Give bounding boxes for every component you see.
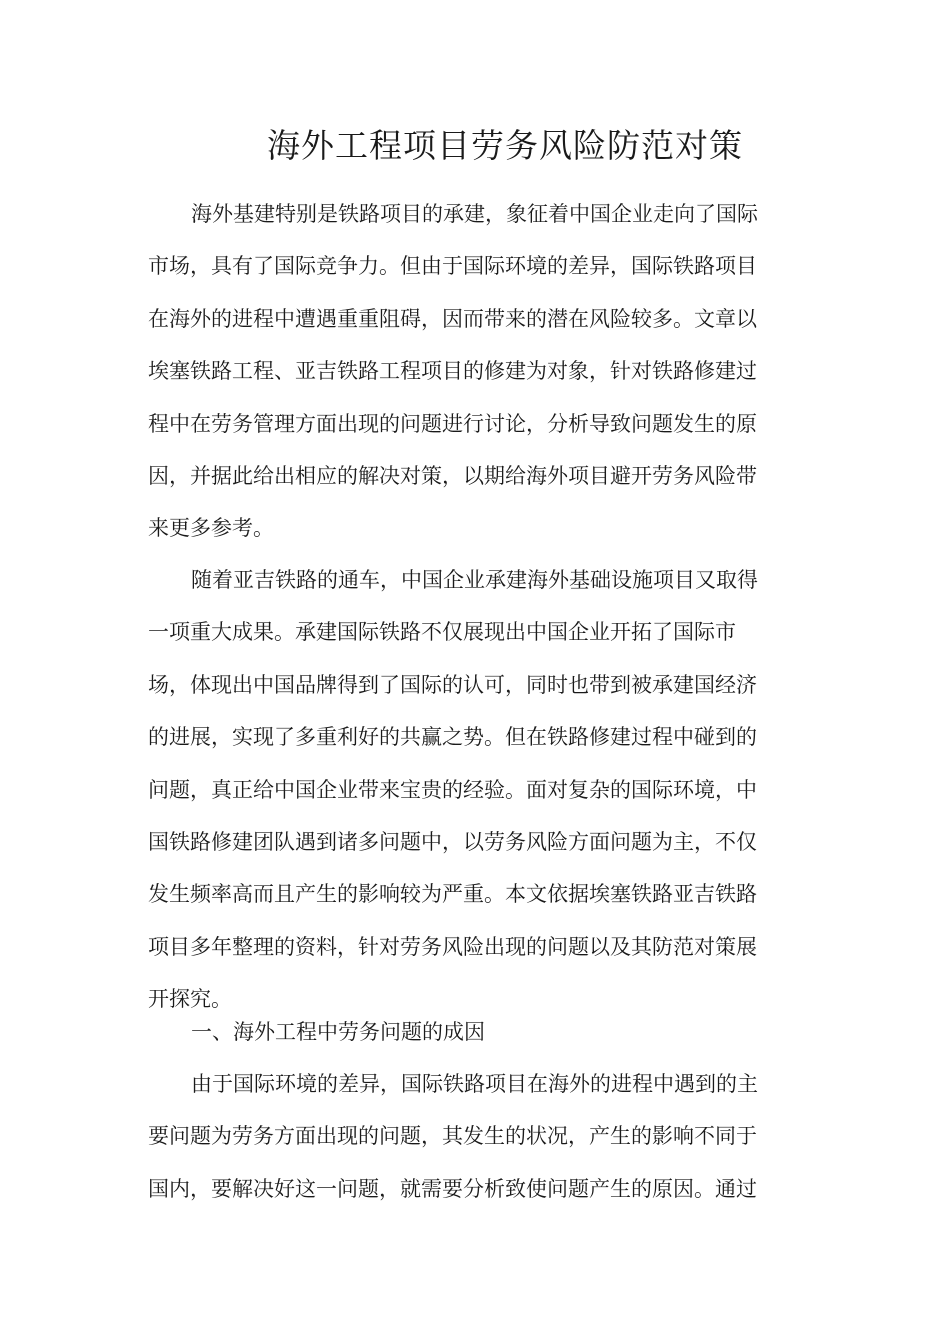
- section-heading-text: 一、海外工程中劳务问题的成因: [191, 1020, 485, 1044]
- text-line: 市场，具有了国际竞争力。但由于国际环境的差异，国际铁路项目: [148, 254, 757, 279]
- text-line: 程中在劳务管理方面出现的问题进行讨论，分析导致问题发生的原: [148, 411, 757, 436]
- text-line: 的进展，实现了多重利好的共赢之势。但在铁路修建过程中碰到的: [148, 725, 757, 750]
- text-line: 来更多参考。: [148, 516, 274, 541]
- document-title: 海外工程项目劳务风险防范对策: [267, 126, 743, 165]
- text-line: 国内，要解决好这一问题，就需要分析致使问题产生的原因。通过: [148, 1176, 757, 1201]
- text-line: 一项重大成果。承建国际铁路不仅展现出中国企业开拓了国际市: [148, 620, 736, 645]
- section-heading: [148, 1006, 800, 1058]
- text-line: 国铁路修建团队遇到诸多问题中，以劳务风险方面问题为主，不仅: [148, 829, 757, 854]
- paragraph-causes: [148, 1058, 800, 1215]
- text-line: 海外基建特别是铁路项目的承建，象征着中国企业走向了国际: [191, 202, 758, 226]
- text-line: 因，并据此给出相应的解决对策，以期给海外项目避开劳务风险带: [148, 463, 757, 488]
- text-line: 在海外的进程中遭遇重重阻碍，因而带来的潜在风险较多。文章以: [148, 306, 757, 331]
- text-line: 要问题为劳务方面出现的问题，其发生的状况，产生的影响不同于: [148, 1124, 757, 1149]
- text-line: 开探究。: [148, 987, 232, 1012]
- text-line: 项目多年整理的资料，针对劳务风险出现的问题以及其防范对策展: [148, 934, 757, 959]
- text-line: 由于国际环境的差异，国际铁路项目在海外的进程中遇到的主: [191, 1072, 758, 1096]
- text-line: 发生频率高而且产生的影响较为严重。本文依据埃塞铁路亚吉铁路: [148, 882, 757, 907]
- text-line: 场，体现出中国品牌得到了国际的认可，同时也带到被承建国经济: [148, 672, 757, 697]
- paragraph-intro: [148, 188, 800, 555]
- text-line: 埃塞铁路工程、亚吉铁路工程项目的修建为对象，针对铁路修建过: [148, 359, 757, 384]
- text-line: 随着亚吉铁路的通车，中国企业承建海外基础设施项目又取得: [191, 568, 758, 592]
- paragraph-background: [148, 554, 800, 1026]
- text-line: 问题，真正给中国企业带来宝贵的经验。面对复杂的国际环境，中: [148, 777, 757, 802]
